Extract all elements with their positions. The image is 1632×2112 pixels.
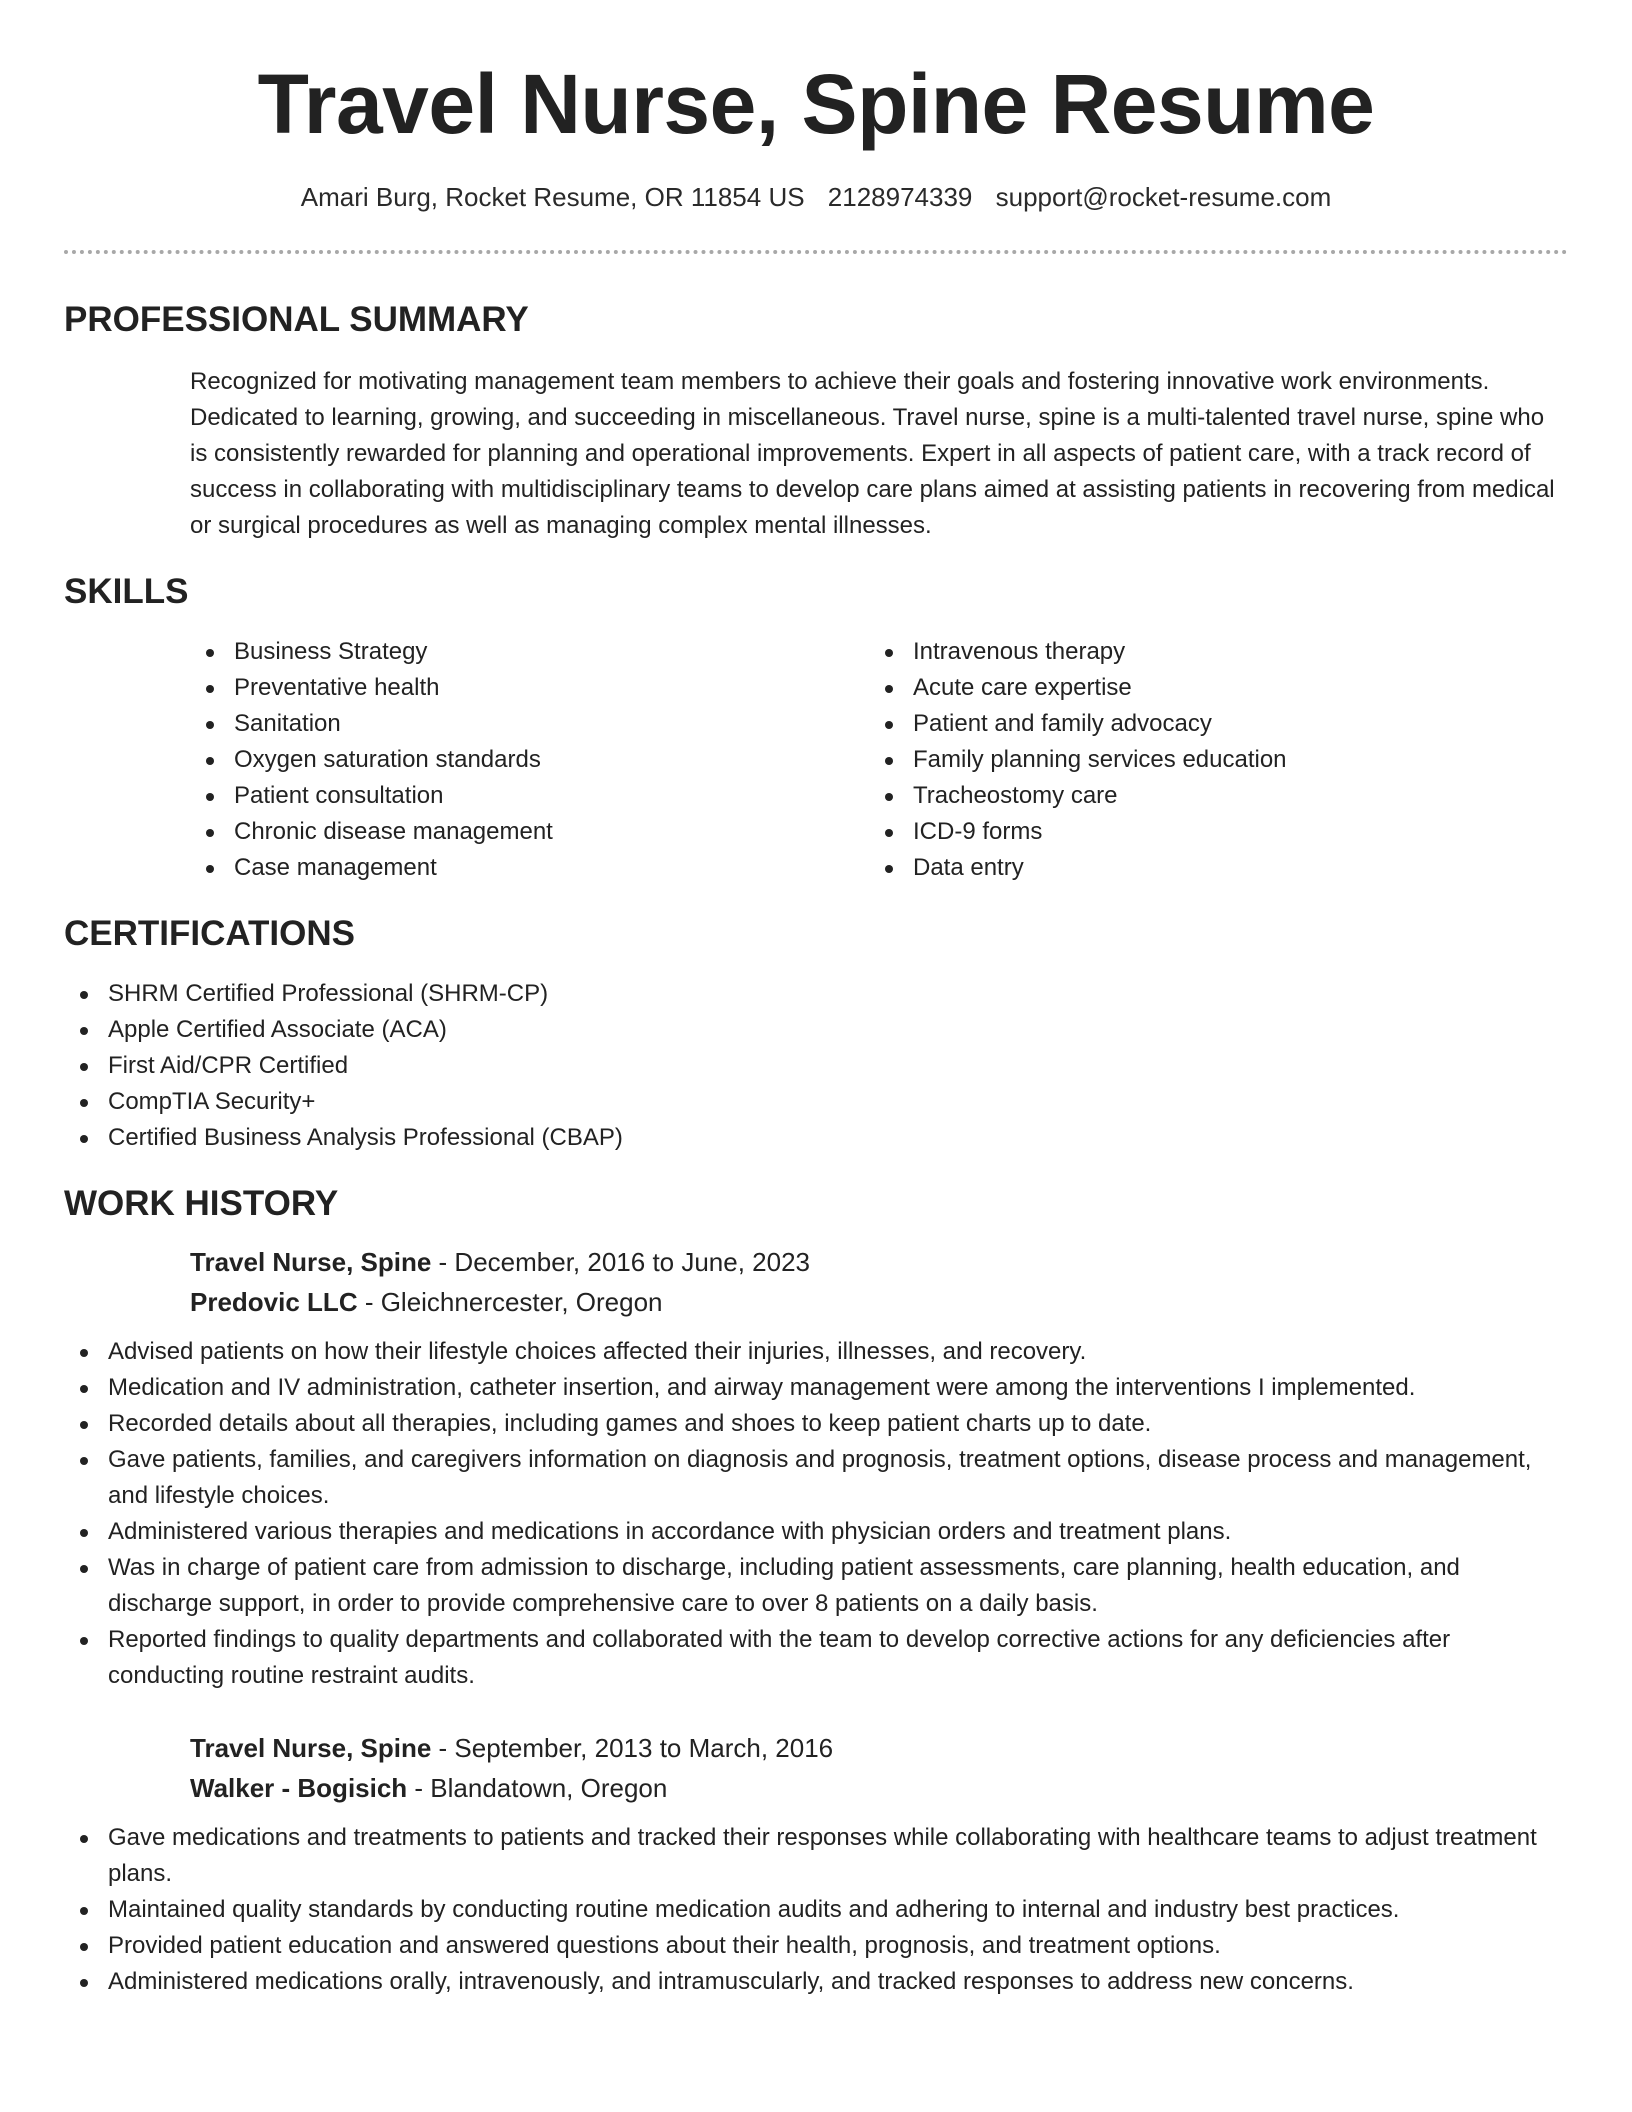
resume-title: Travel Nurse, Spine Resume [257, 57, 1375, 151]
job-entry [190, 1728, 1568, 1808]
job-company: Predovic LLC [190, 1287, 358, 1317]
job-bullet: Was in charge of patient care from admission to discharge, including patient assessments, care planning, health education, and discharge support, in order to provide comprehensive care to over 8 patients on a daily basis. [64, 1550, 1568, 1622]
job-title-line [190, 1242, 1568, 1282]
work-history-section [64, 1182, 1568, 2000]
skill-item: Patient consultation [190, 778, 869, 814]
job-title-line [190, 1728, 1568, 1768]
skill-item: Tracheostomy care [869, 778, 1548, 814]
skill-item: Acute care expertise [869, 670, 1548, 706]
job-title: Travel Nurse, Spine [190, 1733, 432, 1763]
job-dates: - December, 2016 to June, 2023 [431, 1247, 811, 1277]
skill-item: Business Strategy [190, 634, 869, 670]
skills-section [64, 570, 1568, 886]
resume-page [64, 0, 1568, 2000]
summary-heading: PROFESSIONAL SUMMARY [64, 300, 529, 339]
job-bullet: Advised patients on how their lifestyle choices affected their injuries, illnesses, and recovery. [64, 1334, 1568, 1370]
skill-item: Family planning services education [869, 742, 1548, 778]
job-company-line [190, 1282, 1568, 1322]
certification-item: Apple Certified Associate (ACA) [64, 1012, 1568, 1048]
certification-item: Certified Business Analysis Professional (CBAP) [64, 1120, 1568, 1156]
skill-item: Patient and family advocacy [869, 706, 1548, 742]
header-divider [64, 250, 1568, 254]
certifications-section [64, 912, 1568, 1156]
job-bullet: Recorded details about all therapies, including games and shoes to keep patient charts up to date. [64, 1406, 1568, 1442]
certifications-list [64, 976, 1568, 1156]
job-bullet: Gave patients, families, and caregivers information on diagnosis and prognosis, treatment options, disease process and management, and lifestyle choices. [64, 1442, 1568, 1514]
job-dates: - September, 2013 to March, 2016 [431, 1733, 834, 1763]
skill-item: ICD-9 forms [869, 814, 1548, 850]
certification-item: First Aid/CPR Certified [64, 1048, 1568, 1084]
job-company-line [190, 1768, 1568, 1808]
certifications-heading: CERTIFICATIONS [64, 914, 356, 953]
job-location: - Gleichnercester, Oregon [357, 1287, 663, 1317]
certification-item: SHRM Certified Professional (SHRM-CP) [64, 976, 1568, 1012]
job-entry [190, 1242, 1568, 1322]
contact-phone: 2128974339 [827, 182, 973, 212]
job-bullet: Administered various therapies and medications in accordance with physician orders and treatment plans. [64, 1514, 1568, 1550]
skill-item: Case management [190, 850, 869, 886]
summary-text: Recognized for motivating management team members to achieve their goals and fostering innovative work environments. Dedicated to learning, growing, and succeeding in miscellaneous. Travel nurse, spine is a multi-talented travel nurse, spine who is consistently rewarded for planning and operational improvements. Expert in all aspects of patient care, with a track record of success in collaborating with multidisciplinary teams to develop care plans aimed at assisting patients in recovering from medical or surgical procedures as well as managing complex mental illnesses. [190, 368, 1555, 539]
skills-right-column [869, 634, 1548, 886]
job-bullet: Reported findings to quality departments and collaborated with the team to develop corrective actions for any deficiencies after conducting routine restraint audits. [64, 1622, 1568, 1694]
skills-left-column [190, 634, 869, 886]
skills-heading: SKILLS [64, 572, 189, 611]
work-history-heading: WORK HISTORY [64, 1184, 339, 1223]
skills-grid [190, 634, 1568, 886]
certification-item: CompTIA Security+ [64, 1084, 1568, 1120]
job-bullet: Medication and IV administration, catheter insertion, and airway management were among the interventions I implemented. [64, 1370, 1568, 1406]
job-bullet: Gave medications and treatments to patients and tracked their responses while collaborating with healthcare teams to adjust treatment plans. [64, 1820, 1568, 1892]
job-bullets [64, 1334, 1568, 1694]
skill-item: Chronic disease management [190, 814, 869, 850]
skill-item: Oxygen saturation standards [190, 742, 869, 778]
contact-email: support@rocket-resume.com [995, 182, 1332, 212]
job-location: - Blandatown, Oregon [407, 1773, 668, 1803]
skill-item: Data entry [869, 850, 1548, 886]
job-bullet: Provided patient education and answered questions about their health, prognosis, and treatment options. [64, 1928, 1568, 1964]
contact-line [64, 180, 1568, 214]
skill-item: Intravenous therapy [869, 634, 1548, 670]
job-bullet: Administered medications orally, intravenously, and intramuscularly, and tracked responses to address new concerns. [64, 1964, 1568, 2000]
skill-item: Sanitation [190, 706, 869, 742]
job-company: Walker - Bogisich [190, 1773, 408, 1803]
job-bullets [64, 1820, 1568, 2000]
summary-section [64, 298, 1568, 544]
contact-address: Amari Burg, Rocket Resume, OR 11854 US [300, 182, 805, 212]
job-title: Travel Nurse, Spine [190, 1247, 432, 1277]
job-bullet: Maintained quality standards by conducting routine medication audits and adhering to internal and industry best practices. [64, 1892, 1568, 1928]
skill-item: Preventative health [190, 670, 869, 706]
